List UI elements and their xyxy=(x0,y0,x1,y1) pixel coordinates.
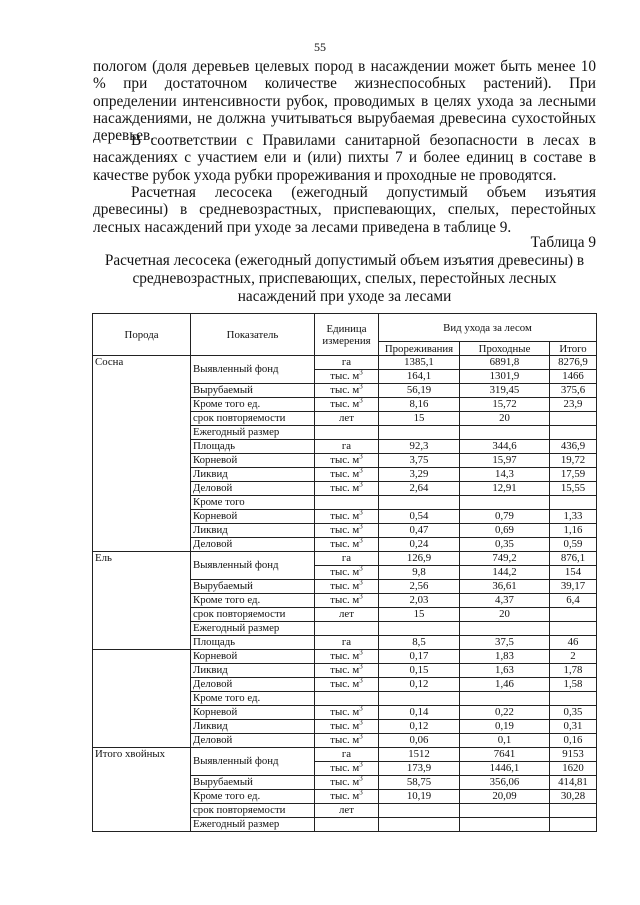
indicator-cell: Кроме того ед. xyxy=(191,398,315,412)
value-cell-total: 1,78 xyxy=(550,664,597,678)
value-cell-passage: 6891,8 xyxy=(460,356,550,370)
indicator-cell: Ежегодный размер xyxy=(191,426,315,440)
value-cell-thinning: 2,03 xyxy=(379,594,460,608)
indicator-cell: Корневой xyxy=(191,510,315,524)
unit-cell xyxy=(315,622,379,636)
value-cell-passage: 0,22 xyxy=(460,706,550,720)
value-cell-thinning: 92,3 xyxy=(379,440,460,454)
value-cell-total: 0,59 xyxy=(550,538,597,552)
indicator-cell: срок повторяемости xyxy=(191,804,315,818)
indicator-cell: Корневой xyxy=(191,650,315,664)
value-cell-total xyxy=(550,496,597,510)
value-cell-thinning: 3,75 xyxy=(379,454,460,468)
value-cell-total: 0,16 xyxy=(550,734,597,748)
value-cell-thinning: 173,9 xyxy=(379,762,460,776)
value-cell-total: 39,17 xyxy=(550,580,597,594)
indicator-cell: Ежегодный размер xyxy=(191,622,315,636)
unit-cell: лет xyxy=(315,412,379,426)
value-cell-thinning: 0,12 xyxy=(379,720,460,734)
paragraph-2: В соответствии с Правилами санитарной безопасности в лесах в насаждениях с участием ели и (или) пихты 7 и более единиц в составе в качестве рубок ухода рубки прореживания и проходные не проводятся. xyxy=(93,132,596,184)
table-body xyxy=(93,356,597,832)
value-cell-thinning xyxy=(379,692,460,706)
unit-cell: тыс. $м^3$ xyxy=(315,706,379,720)
paragraph-3: Расчетная лесосека (ежегодный допустимый объем изъятия древесины) в средневозрастных, приспевающих, спелых, перестойных лесных насаждений при уходе за лесами приведена в таблице 9. xyxy=(93,184,596,236)
unit-cell: лет xyxy=(315,608,379,622)
value-cell-thinning: 3,29 xyxy=(379,468,460,482)
indicator-cell: Кроме того ед. xyxy=(191,594,315,608)
value-cell-thinning: 1512 xyxy=(379,748,460,762)
value-cell-passage: 0,19 xyxy=(460,720,550,734)
value-cell-total: 23,9 xyxy=(550,398,597,412)
value-cell-thinning: 0,06 xyxy=(379,734,460,748)
value-cell-passage: 0,69 xyxy=(460,524,550,538)
indicator-cell: Площадь xyxy=(191,636,315,650)
unit-cell: га xyxy=(315,356,379,370)
value-cell-passage: 1,83 xyxy=(460,650,550,664)
unit-cell: лет xyxy=(315,804,379,818)
indicator-cell: Кроме того xyxy=(191,496,315,510)
value-cell-passage: 0,1 xyxy=(460,734,550,748)
value-cell-passage xyxy=(460,622,550,636)
unit-cell: тыс. $м^3$ xyxy=(315,566,379,580)
value-cell-passage: 15,97 xyxy=(460,454,550,468)
header-passage: Проходные xyxy=(460,342,550,356)
value-cell-total: 876,1 xyxy=(550,552,597,566)
table-row xyxy=(93,748,597,762)
value-cell-thinning: 0,15 xyxy=(379,664,460,678)
indicator-cell: Выявленный фонд xyxy=(191,748,315,776)
unit-cell: тыс. $м^3$ xyxy=(315,664,379,678)
value-cell-passage: 1446,1 xyxy=(460,762,550,776)
header-indicator: Показатель xyxy=(191,314,315,356)
header-care-type: Вид ухода за лесом xyxy=(379,314,597,342)
value-cell-thinning: 8,5 xyxy=(379,636,460,650)
table-label: Таблица 9 xyxy=(530,234,596,251)
value-cell-total: 1466 xyxy=(550,370,597,384)
indicator-cell: срок повторяемости xyxy=(191,412,315,426)
indicator-cell: Выявленный фонд xyxy=(191,552,315,580)
value-cell-thinning: 0,24 xyxy=(379,538,460,552)
value-cell-total: 1,58 xyxy=(550,678,597,692)
unit-cell xyxy=(315,818,379,832)
value-cell-thinning: 8,16 xyxy=(379,398,460,412)
species-cell: Итого хвойных xyxy=(93,748,191,832)
table-row xyxy=(93,552,597,566)
value-cell-thinning: 0,12 xyxy=(379,678,460,692)
value-cell-total: 17,59 xyxy=(550,468,597,482)
value-cell-thinning: 2,64 xyxy=(379,482,460,496)
value-cell-passage: 144,2 xyxy=(460,566,550,580)
value-cell-total xyxy=(550,622,597,636)
unit-cell: тыс. $м^3$ xyxy=(315,678,379,692)
value-cell-passage: 1301,9 xyxy=(460,370,550,384)
value-cell-passage xyxy=(460,692,550,706)
indicator-cell: Деловой xyxy=(191,734,315,748)
unit-cell: тыс. $м^3$ xyxy=(315,790,379,804)
unit-cell: тыс. $м^3$ xyxy=(315,398,379,412)
species-cell xyxy=(93,650,191,748)
value-cell-passage: 14,3 xyxy=(460,468,550,482)
value-cell-passage: 12,91 xyxy=(460,482,550,496)
unit-cell: тыс. $м^3$ xyxy=(315,734,379,748)
indicator-cell: Деловой xyxy=(191,678,315,692)
unit-cell: тыс. $м^3$ xyxy=(315,454,379,468)
indicator-cell: Корневой xyxy=(191,454,315,468)
unit-cell: тыс. $м^3$ xyxy=(315,594,379,608)
unit-cell: тыс. $м^3$ xyxy=(315,510,379,524)
unit-cell xyxy=(315,496,379,510)
value-cell-thinning: 15 xyxy=(379,412,460,426)
value-cell-total xyxy=(550,412,597,426)
value-cell-thinning: 164,1 xyxy=(379,370,460,384)
value-cell-thinning: 9,8 xyxy=(379,566,460,580)
table-row xyxy=(93,356,597,370)
unit-cell: тыс. $м^3$ xyxy=(315,720,379,734)
value-cell-total: 436,9 xyxy=(550,440,597,454)
value-cell-total: 375,6 xyxy=(550,384,597,398)
indicator-cell: Ликвид xyxy=(191,524,315,538)
unit-cell: тыс. $м^3$ xyxy=(315,580,379,594)
table-row xyxy=(93,650,597,664)
unit-cell: га xyxy=(315,636,379,650)
indicator-cell: Корневой xyxy=(191,706,315,720)
unit-cell: тыс. $м^3$ xyxy=(315,468,379,482)
unit-cell: га xyxy=(315,440,379,454)
header-total: Итого xyxy=(550,342,597,356)
value-cell-total xyxy=(550,804,597,818)
header-thinning: Прореживания xyxy=(379,342,460,356)
unit-cell: га xyxy=(315,748,379,762)
indicator-cell: Вырубаемый xyxy=(191,384,315,398)
value-cell-passage: 20,09 xyxy=(460,790,550,804)
table-title: Расчетная лесосека (ежегодный допустимый объем изъятия древесины) в средневозрастных, приспевающих, спелых, перестойных лесных насаждений при уходе за лесами xyxy=(104,252,585,305)
value-cell-total: 19,72 xyxy=(550,454,597,468)
value-cell-total: 414,81 xyxy=(550,776,597,790)
unit-cell: тыс. $м^3$ xyxy=(315,776,379,790)
value-cell-thinning xyxy=(379,496,460,510)
indicator-cell: срок повторяемости xyxy=(191,608,315,622)
value-cell-total xyxy=(550,426,597,440)
unit-cell: га xyxy=(315,552,379,566)
indicator-cell: Ликвид xyxy=(191,664,315,678)
unit-cell: тыс. $м^3$ xyxy=(315,524,379,538)
value-cell-passage: 344,6 xyxy=(460,440,550,454)
value-cell-total: 15,55 xyxy=(550,482,597,496)
value-cell-passage: 0,79 xyxy=(460,510,550,524)
value-cell-passage: 0,35 xyxy=(460,538,550,552)
value-cell-total: 46 xyxy=(550,636,597,650)
unit-cell: тыс. $м^3$ xyxy=(315,650,379,664)
value-cell-passage xyxy=(460,426,550,440)
unit-cell: тыс. $м^3$ xyxy=(315,370,379,384)
value-cell-thinning: 10,19 xyxy=(379,790,460,804)
value-cell-passage: 20 xyxy=(460,608,550,622)
indicator-cell: Вырубаемый xyxy=(191,580,315,594)
value-cell-total: 1,16 xyxy=(550,524,597,538)
table-header xyxy=(93,314,597,356)
value-cell-thinning: 2,56 xyxy=(379,580,460,594)
indicator-cell: Ликвид xyxy=(191,468,315,482)
value-cell-passage: 7641 xyxy=(460,748,550,762)
value-cell-total: 0,35 xyxy=(550,706,597,720)
indicator-cell: Деловой xyxy=(191,538,315,552)
value-cell-total xyxy=(550,608,597,622)
indicator-cell: Кроме того ед. xyxy=(191,790,315,804)
value-cell-thinning xyxy=(379,622,460,636)
value-cell-thinning: 126,9 xyxy=(379,552,460,566)
value-cell-passage: 319,45 xyxy=(460,384,550,398)
paragraph-1: пологом (доля деревьев целевых пород в насаждении может быть менее 10 % при достаточном количестве жизнеспособных растений). При определении интенсивности рубок, проводимых в целях ухода за лесными насаждениями, не должна учитываться вырубаемая древесина сухостойных деревьев. xyxy=(93,58,596,145)
unit-cell xyxy=(315,692,379,706)
value-cell-total: 8276,9 xyxy=(550,356,597,370)
value-cell-passage: 36,61 xyxy=(460,580,550,594)
value-cell-passage xyxy=(460,818,550,832)
value-cell-passage: 749,2 xyxy=(460,552,550,566)
value-cell-total: 0,31 xyxy=(550,720,597,734)
value-cell-passage xyxy=(460,496,550,510)
value-cell-thinning: 0,47 xyxy=(379,524,460,538)
value-cell-thinning xyxy=(379,818,460,832)
indicator-cell: Ежегодный размер xyxy=(191,818,315,832)
value-cell-total: 30,28 xyxy=(550,790,597,804)
species-cell: Ель xyxy=(93,552,191,650)
value-cell-total: 9153 xyxy=(550,748,597,762)
value-cell-thinning: 56,19 xyxy=(379,384,460,398)
value-cell-thinning xyxy=(379,804,460,818)
value-cell-thinning: 15 xyxy=(379,608,460,622)
value-cell-thinning: 58,75 xyxy=(379,776,460,790)
species-cell: Сосна xyxy=(93,356,191,552)
value-cell-total xyxy=(550,818,597,832)
header-species: Порода xyxy=(93,314,191,356)
value-cell-passage: 356,06 xyxy=(460,776,550,790)
data-table xyxy=(92,313,597,832)
value-cell-passage: 1,46 xyxy=(460,678,550,692)
value-cell-passage: 37,5 xyxy=(460,636,550,650)
value-cell-thinning: 0,54 xyxy=(379,510,460,524)
value-cell-total: 6,4 xyxy=(550,594,597,608)
unit-cell: тыс. $м^3$ xyxy=(315,762,379,776)
value-cell-total: 2 xyxy=(550,650,597,664)
value-cell-total: 1620 xyxy=(550,762,597,776)
value-cell-passage: 15,72 xyxy=(460,398,550,412)
value-cell-passage: 1,63 xyxy=(460,664,550,678)
value-cell-passage: 4,37 xyxy=(460,594,550,608)
indicator-cell: Ликвид xyxy=(191,720,315,734)
value-cell-total: 1,33 xyxy=(550,510,597,524)
value-cell-thinning: 1385,1 xyxy=(379,356,460,370)
unit-cell: тыс. $м^3$ xyxy=(315,482,379,496)
indicator-cell: Деловой xyxy=(191,482,315,496)
page-number: 55 xyxy=(314,40,326,54)
header-unit: Единица измерения xyxy=(315,314,379,356)
value-cell-thinning xyxy=(379,426,460,440)
unit-cell: тыс. $м^3$ xyxy=(315,384,379,398)
indicator-cell: Площадь xyxy=(191,440,315,454)
unit-cell: тыс. $м^3$ xyxy=(315,538,379,552)
value-cell-total: 154 xyxy=(550,566,597,580)
value-cell-passage xyxy=(460,804,550,818)
value-cell-thinning: 0,14 xyxy=(379,706,460,720)
value-cell-total xyxy=(550,692,597,706)
indicator-cell: Выявленный фонд xyxy=(191,356,315,384)
unit-cell xyxy=(315,426,379,440)
value-cell-passage: 20 xyxy=(460,412,550,426)
indicator-cell: Кроме того ед. xyxy=(191,692,315,706)
indicator-cell: Вырубаемый xyxy=(191,776,315,790)
value-cell-thinning: 0,17 xyxy=(379,650,460,664)
